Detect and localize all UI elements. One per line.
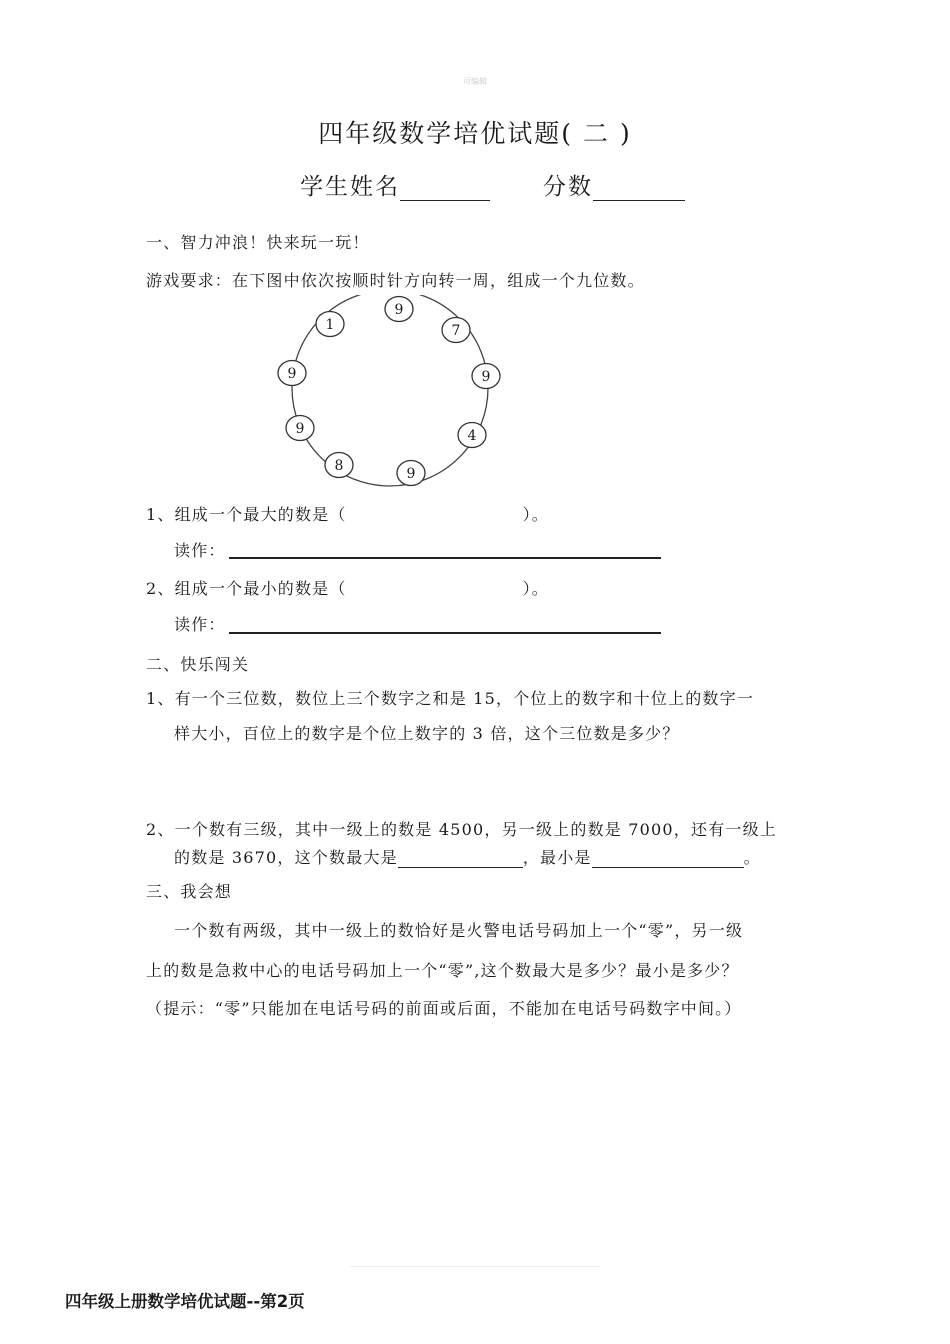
digit-label: 9 xyxy=(287,366,297,382)
s2-q1-line2: 样大小，百位上的数字是个位上数字的 3 倍，这个三位数是多少？ xyxy=(174,724,680,743)
page-title: 四年级数学培优试题( 二 ) xyxy=(318,119,632,148)
score-label: 分数 xyxy=(543,174,593,200)
s2-q2-text-b: ，最小是 xyxy=(522,848,592,867)
digit-label: 7 xyxy=(451,323,461,339)
digit-node xyxy=(397,461,425,486)
max-answer-blank[interactable] xyxy=(398,849,523,868)
q1-largest xyxy=(146,502,549,525)
page-footer: 四年级上册数学培优试题--第2页 xyxy=(65,1292,305,1311)
s2-q2-line1: 2、一个数有三级，其中一级上的数是 4500，另一级上的数是 7000，还有一级上 xyxy=(146,820,777,839)
digit-node xyxy=(316,312,344,337)
s2-q1-line1: 1、有一个三位数，数位上三个数字之和是 15，个位上的数字和十位上的数字一 xyxy=(146,689,755,708)
section3-heading: 三、我会想 xyxy=(146,882,233,901)
s3-hint: （提示：“零”只能加在电话号码的前面或后面，不能加在电话号码数字中间。） xyxy=(146,999,742,1018)
footer-divider xyxy=(350,1266,600,1267)
s3-line1: 一个数有两级，其中一级上的数恰好是火警电话号码加上一个“零”，另一级 xyxy=(174,921,744,940)
s3-line2: 上的数是急救中心的电话号码加上一个“零”,这个数最大是多少？最小是多少？ xyxy=(146,961,739,980)
student-name-field xyxy=(300,168,490,201)
digit-label: 9 xyxy=(481,369,491,385)
digit-label: 1 xyxy=(325,317,335,333)
digit-node xyxy=(458,423,486,448)
q1-prefix: 1、组成一个最大的数是（ xyxy=(146,505,347,524)
digit-node xyxy=(385,297,413,322)
score-blank[interactable] xyxy=(593,174,685,201)
student-name-label: 学生姓名 xyxy=(300,174,400,200)
digit-circle-diagram xyxy=(270,295,520,490)
q2-smallest xyxy=(146,576,549,599)
digit-node xyxy=(286,416,314,441)
read-line-1[interactable] xyxy=(229,557,661,559)
digit-label: 9 xyxy=(406,466,416,482)
q2-suffix: ）。 xyxy=(522,579,549,598)
q2-prefix: 2、组成一个最小的数是（ xyxy=(146,579,347,598)
min-answer-blank[interactable] xyxy=(592,849,744,868)
digit-node xyxy=(472,364,500,389)
s2-q2-text-c: 。 xyxy=(743,848,761,867)
section2-heading: 二、快乐闯关 xyxy=(146,655,250,674)
digit-label: 4 xyxy=(467,428,477,444)
score-field xyxy=(543,168,685,201)
digit-label: 9 xyxy=(394,302,404,318)
game-rule: 游戏要求：在下图中依次按顺时针方向转一周，组成一个九位数。 xyxy=(146,271,645,290)
read-label-1: 读作： xyxy=(174,541,226,560)
s2-q2-line2 xyxy=(174,845,761,868)
section1-heading: 一、智力冲浪！快来玩一玩！ xyxy=(146,233,370,252)
header-watermark: 可编辑 xyxy=(463,77,487,86)
read-label-2: 读作： xyxy=(174,615,226,634)
student-name-blank[interactable] xyxy=(400,174,490,201)
digit-label: 8 xyxy=(334,458,344,474)
digit-node xyxy=(325,453,353,478)
digit-label: 9 xyxy=(295,421,305,437)
s2-q2-text-a: 的数是 3670，这个数最大是 xyxy=(174,848,398,867)
q1-suffix: ）。 xyxy=(522,505,549,524)
digit-node xyxy=(442,318,470,343)
digit-node xyxy=(278,361,306,386)
read-line-2[interactable] xyxy=(229,632,661,634)
